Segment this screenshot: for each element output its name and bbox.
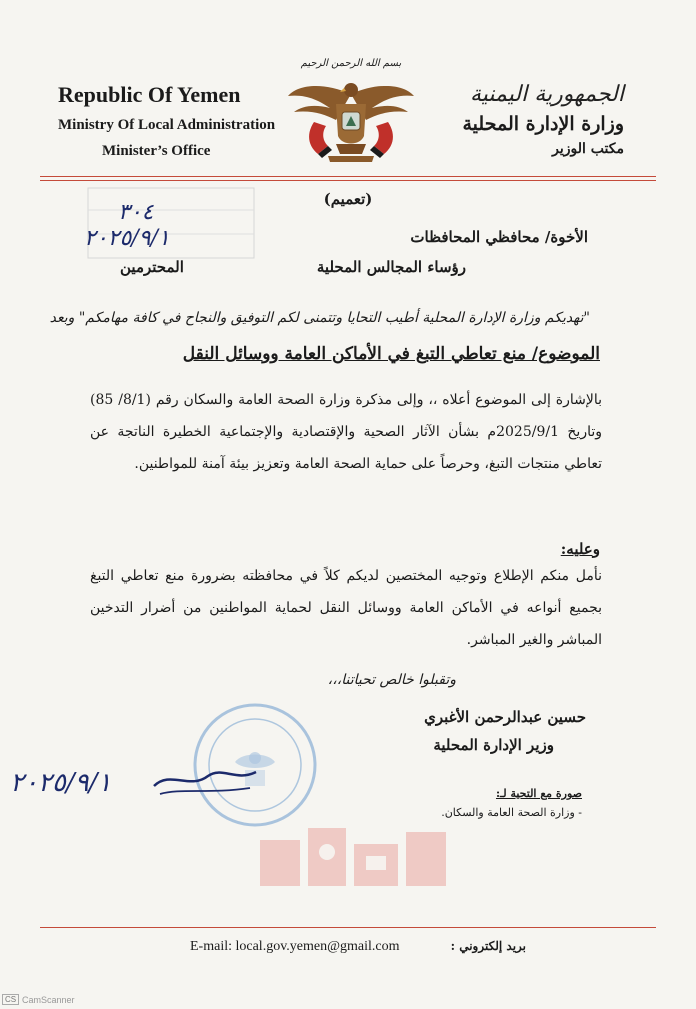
scanner-footer	[0, 992, 200, 1009]
header-arabic	[404, 82, 624, 157]
addressee-honorific: المحترمين	[120, 258, 184, 276]
footer-divider	[40, 927, 656, 928]
circular-title: (تعميم)	[323, 190, 373, 208]
reference-date: ٢٠٢٥/٩/١	[84, 226, 170, 251]
header-ar-office: مكتب الوزير	[552, 141, 624, 157]
watermark-logo-icon	[254, 822, 454, 898]
addressee-councils: رؤساء المجالس المحلية	[316, 258, 466, 276]
cc-label: صورة مع التحية لـ:	[495, 787, 582, 800]
signature-date: ٢٠٢٥/٩/١	[10, 768, 112, 798]
signatory-title: وزير الإدارة المحلية	[433, 736, 554, 754]
header-en-office: Minister’s Office	[102, 143, 211, 159]
reference-number: ٣٠٤	[118, 200, 154, 225]
header-ar-country: الجمهورية اليمنية	[469, 82, 624, 107]
header-en-ministry: Ministry Of Local Administration	[58, 117, 276, 133]
cc-item-health-ministry: - وزارة الصحة العامة والسكان.	[441, 806, 582, 819]
header-en-country: Republic Of Yemen	[58, 82, 241, 107]
header-divider	[40, 176, 656, 177]
scanner-badge: CS	[2, 994, 19, 1005]
signatory-name: حسين عبدالرحمن الأغبري	[424, 708, 586, 726]
body-paragraph-1: بالإشارة إلى الموضوع أعلاه ،، وإلى مذكرة وزارة الصحة العامة والسكان رقم (8/1/ 85) وتاريخ 2025/9/1م بشأن الآثار الصحية والإقتصادية والإجتماعية الخطيرة الناتجة عن تعاطي منتجات التبغ، وحرصاً على حماية الصحة العامة وتعزيز بيئة آمنة للمواطنين.	[90, 392, 602, 472]
yemen-eagle-emblem-icon	[284, 74, 418, 166]
handwritten-signature-icon	[150, 760, 260, 800]
footer-email-label: بريد إلكتروني :	[450, 939, 526, 953]
basmala-text: بسم الله الرحمن الرحيم	[300, 58, 402, 69]
header-english	[58, 82, 276, 160]
closing-line: وتقبلوا خالص تحياتنا،،،	[327, 672, 456, 688]
header-ar-ministry: وزارة الإدارة المحلية	[462, 113, 624, 135]
scanner-text: CamScanner	[22, 995, 75, 1005]
body-paragraph-2: نأمل منكم الإطلاع وتوجيه المختصين لديكم كلاً في محافظته بضرورة منع تعاطي التبغ بجميع أنواعه في الأماكن العامة ووسائل النقل لحماية المواطنين من أضرار التدخين المباشر والغير المباشر.	[90, 568, 602, 648]
therefore-label: وعليه:	[560, 540, 600, 558]
header-divider-secondary	[40, 180, 656, 181]
footer-email: E-mail: local.gov.yemen@gmail.com	[190, 939, 400, 954]
addressee-governors: الأخوة/ محافظي المحافظات	[410, 228, 588, 246]
greeting-line: "تهديكم وزارة الإدارة المحلية أطيب التحايا وتتمنى لكم التوفيق والنجاح في كافة مهامكم" وبعد	[49, 310, 590, 326]
subject-line: الموضوع/ منع تعاطي التبغ في الأماكن العامة ووسائل النقل	[182, 344, 600, 364]
